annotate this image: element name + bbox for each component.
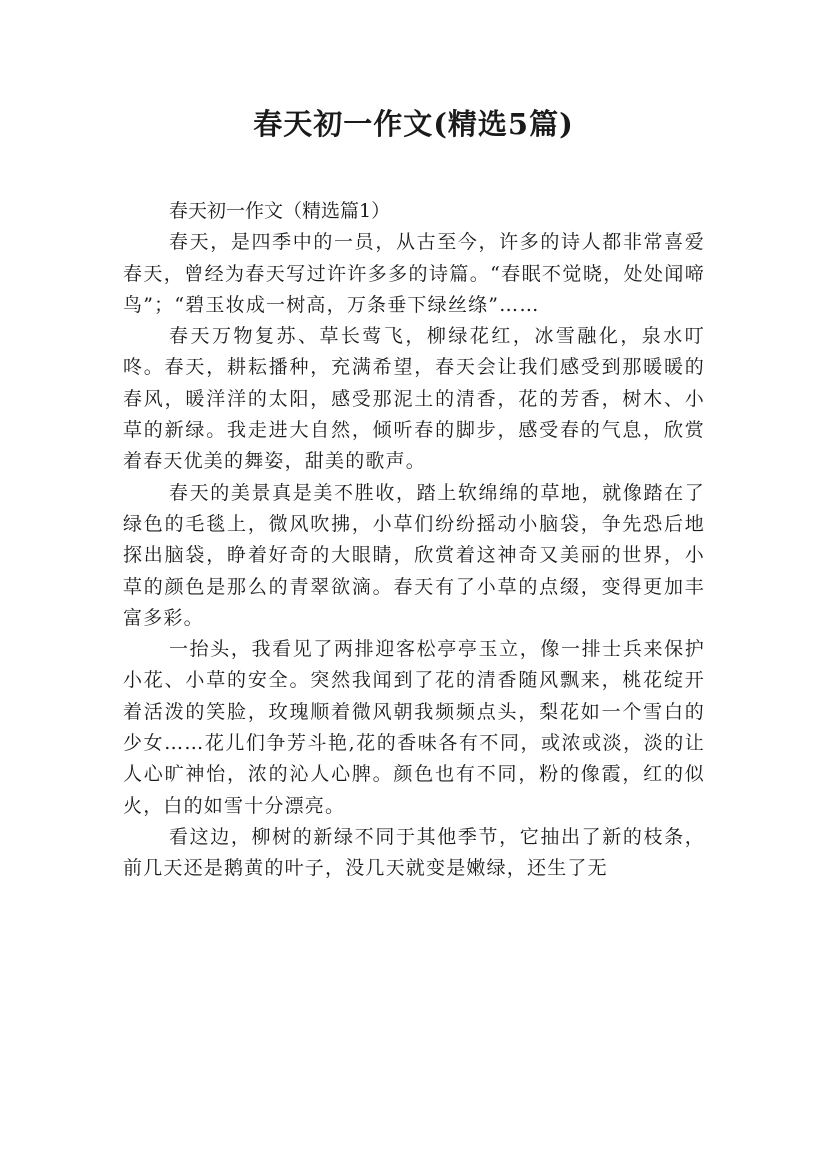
section-heading: 春天初一作文（精选篇1）: [169, 200, 391, 222]
paragraph-2: 春天万物复苏、草长莺飞，柳绿花红，冰雪融化，泉水叮咚。春天，耕耘播种，充满希望，春天会让我们感受到那暖暖的春风，暖洋洋的太阳，感受那泥土的清香，花的芳香，树木、小草的新绿。我走进大自然，倾听春的脚步，感受春的气息，欣赏着春天优美的舞姿，甜美的歌声。: [123, 325, 705, 473]
paragraph-1: 春天，是四季中的一员，从古至今，许多的诗人都非常喜爱春天，曾经为春天写过许许多多的诗篇。“春眠不觉晓，处处闻啼鸟”；“碧玉妆成一树高，万条垂下绿丝绦”……: [123, 231, 705, 316]
document-body: [123, 196, 705, 885]
paragraph-4: 一抬头，我看见了两排迎客松亭亭玉立，像一排士兵来保护小花、小草的安全。突然我闻到了花的清香随风飘来，桃花绽开着活泼的笑脸，玫瑰顺着微风朝我频频点头，梨花如一个雪白的少女……花儿们争芳斗艳,花的香味各有不同，或浓或淡，淡的让人心旷神怡，浓的沁人心脾。颜色也有不同，粉的像霞，红的似火，白的如雪十分漂亮。: [123, 638, 705, 817]
paragraph-3: 春天的美景真是美不胜收，踏上软绵绵的草地，就像踏在了绿色的毛毯上，微风吹拂，小草们纷纷摇动小脑袋，争先恐后地探出脑袋，睁着好奇的大眼睛，欣赏着这神奇又美丽的世界，小草的颜色是那么的青翠欲滴。春天有了小草的点缀，变得更加丰富多彩。: [123, 481, 705, 629]
document-title: 春天初一作文(精选5篇): [253, 107, 574, 141]
paragraph-5: 看这边，柳树的新绿不同于其他季节，它抽出了新的枝条，前几天还是鹅黄的叶子，没几天就变是嫩绿，还生了无: [123, 825, 705, 880]
